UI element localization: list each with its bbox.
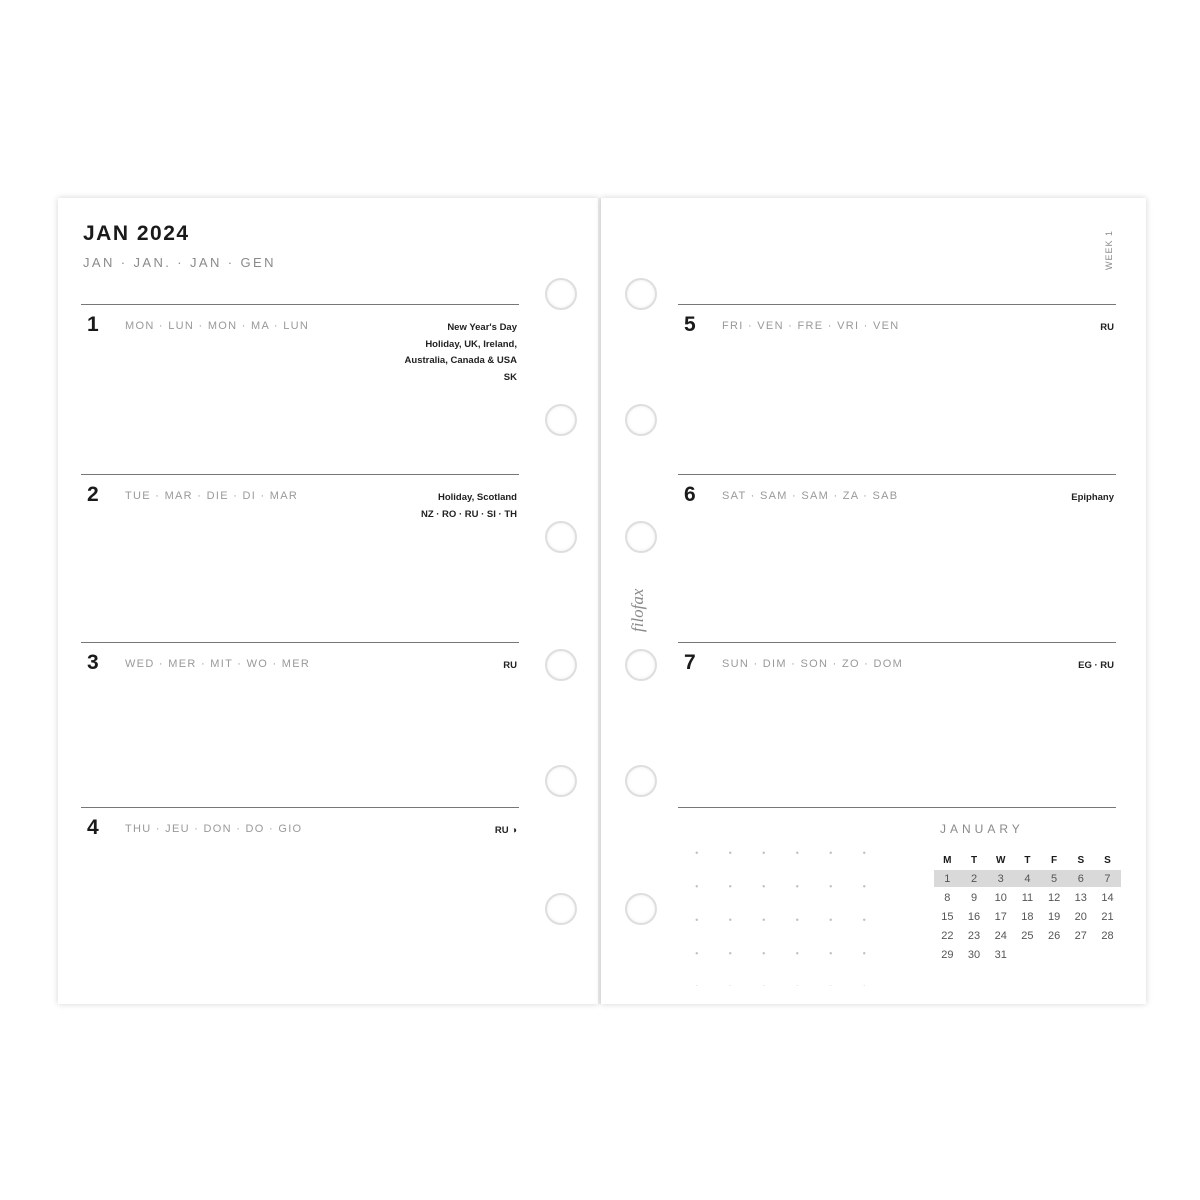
mini-calendar-date: 7 <box>1104 873 1111 885</box>
binder-ring-hole <box>545 404 577 436</box>
note-line: EG · RU <box>1078 660 1114 671</box>
day-names: MON · LUN · MON · MA · LUN <box>125 320 310 332</box>
week-label: WEEK 1 <box>1104 229 1114 270</box>
page-subtitle: JAN · JAN. · JAN · GEN <box>83 255 276 270</box>
mini-calendar-date: 9 <box>970 892 978 904</box>
mini-calendar-date: 15 <box>941 911 954 923</box>
binder-ring-hole <box>545 649 577 681</box>
binder-ring-hole <box>545 521 577 553</box>
mini-calendar-date: 14 <box>1101 892 1114 904</box>
day-block <box>81 807 519 998</box>
mini-calendar-date: 31 <box>994 949 1007 961</box>
note-line: RU <box>1100 322 1114 333</box>
note-line: New Year's Day <box>447 322 517 333</box>
binder-ring-hole <box>625 521 657 553</box>
day-names: SUN · DIM · SON · ZO · DOM <box>722 658 904 670</box>
day-note <box>1071 490 1114 507</box>
note-line: SK <box>503 371 517 383</box>
mini-calendar-date <box>1041 946 1068 965</box>
mini-calendar-date: 12 <box>1047 892 1061 904</box>
mini-calendar-date: 1 <box>944 873 951 885</box>
mini-calendar-weekday: T <box>970 855 978 866</box>
page-title: JAN 2024 <box>83 222 190 245</box>
day-note <box>503 658 517 675</box>
day-names: WED · MER · MIT · WO · MER <box>125 658 311 670</box>
day-note <box>1100 320 1114 337</box>
binder-ring-hole <box>545 278 577 310</box>
day-block <box>81 304 519 465</box>
day-note <box>421 490 517 523</box>
mini-calendar-grid <box>934 851 1121 965</box>
mini-calendar-date: 16 <box>967 911 981 923</box>
mini-calendar-date: 3 <box>997 873 1004 885</box>
note-line: Epiphany <box>1071 492 1114 503</box>
mini-calendar-title: JANUARY <box>940 822 1024 836</box>
mini-calendar-date: 20 <box>1074 911 1087 923</box>
dot-grid-notes <box>680 836 890 986</box>
mini-calendar-date: 6 <box>1077 873 1084 885</box>
mini-calendar-date: 2 <box>970 873 978 885</box>
day-block <box>81 474 519 635</box>
day-number: 5 <box>684 313 696 336</box>
mini-calendar-date: 18 <box>1021 911 1034 923</box>
mini-calendar-date: 8 <box>944 892 951 904</box>
note-line: NZ · RO · RU · SI · TH <box>420 508 517 520</box>
mini-calendar-date: 26 <box>1047 930 1061 942</box>
mini-calendar-date: 23 <box>967 930 981 942</box>
mini-calendar-date: 30 <box>967 949 981 961</box>
day-note <box>405 320 517 386</box>
day-note <box>1078 658 1114 675</box>
mini-calendar-date: 29 <box>941 949 954 961</box>
mini-calendar-weekday: M <box>943 855 952 866</box>
note-line: Holiday, Scotland <box>437 492 517 503</box>
mini-calendar-date: 27 <box>1074 930 1087 942</box>
mini-calendar-date: 25 <box>1021 930 1034 942</box>
mini-calendar-date: 24 <box>994 930 1007 942</box>
day-block <box>678 474 1116 635</box>
day-number: 7 <box>684 651 696 674</box>
day-block <box>81 642 519 803</box>
binder-ring-hole <box>625 765 657 797</box>
mini-calendar-date: 10 <box>994 892 1007 904</box>
day-names: SAT · SAM · SAM · ZA · SAB <box>722 490 899 502</box>
mini-calendar-date <box>1014 946 1041 965</box>
mini-calendar-date: 17 <box>994 911 1007 923</box>
mini-calendar-date: 19 <box>1047 911 1061 923</box>
day-block <box>678 642 1116 803</box>
day-names: FRI · VEN · FRE · VRI · VEN <box>722 320 900 332</box>
mini-calendar-date: 11 <box>1021 892 1034 904</box>
mini-calendar-weekday: F <box>1051 855 1058 866</box>
binder-ring-hole <box>625 278 657 310</box>
notes-divider <box>678 807 1116 808</box>
day-names: THU · JEU · DON · DO · GIO <box>125 823 303 835</box>
binder-ring-hole <box>545 893 577 925</box>
day-block <box>678 304 1116 465</box>
mini-calendar-weekday: T <box>1024 855 1031 866</box>
binder-ring-hole <box>545 765 577 797</box>
day-names: TUE · MAR · DIE · DI · MAR <box>125 490 299 502</box>
day-number: 6 <box>684 483 696 506</box>
note-line: RU ◑ <box>494 825 517 836</box>
binder-ring-hole <box>625 893 657 925</box>
mini-calendar-weekday: S <box>1104 855 1111 866</box>
mini-calendar-weekday: S <box>1077 855 1085 866</box>
binder-ring-hole <box>625 649 657 681</box>
mini-calendar-date: 5 <box>1051 873 1058 885</box>
binder-ring-hole <box>625 404 657 436</box>
day-number: 3 <box>87 651 99 674</box>
day-number: 1 <box>87 313 99 336</box>
note-line: RU <box>503 660 517 671</box>
day-number: 2 <box>87 483 99 506</box>
mini-calendar-date: 22 <box>941 930 954 942</box>
mini-calendar-date: 28 <box>1101 930 1114 942</box>
note-line: Holiday, UK, Ireland, <box>425 338 517 350</box>
brand-logo: filofax <box>628 588 647 632</box>
mini-calendar-date: 4 <box>1024 873 1031 885</box>
mini-calendar-date: 21 <box>1101 911 1114 923</box>
note-line: Australia, Canada & USA <box>404 355 517 366</box>
day-note <box>495 823 517 840</box>
mini-calendar-date: 13 <box>1074 892 1087 904</box>
mini-calendar-date <box>1094 946 1121 965</box>
mini-calendar-date <box>1067 946 1094 965</box>
day-number: 4 <box>87 816 99 839</box>
mini-calendar-weekday: W <box>995 855 1006 866</box>
